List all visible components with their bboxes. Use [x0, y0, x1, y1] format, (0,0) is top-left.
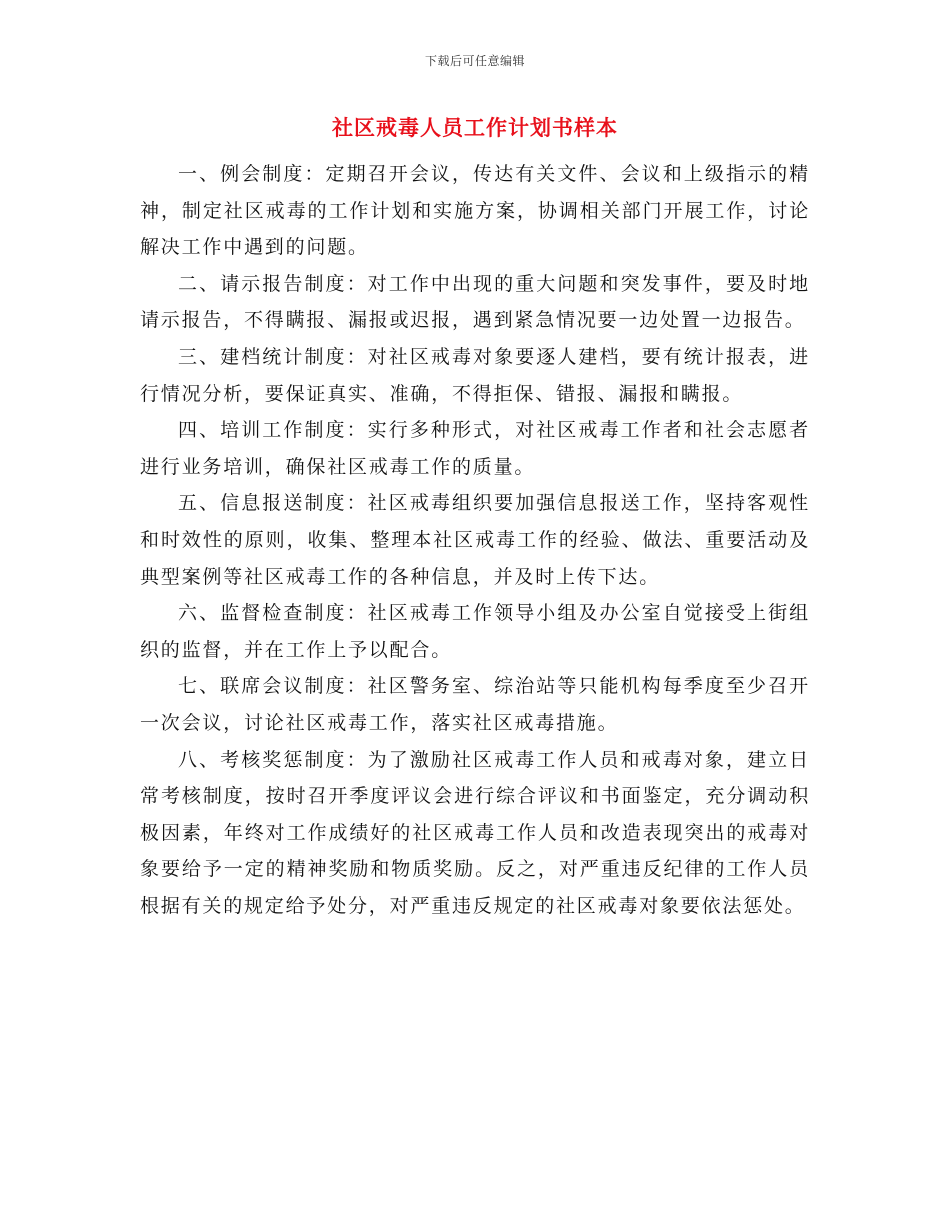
paragraph-information-reporting-system: 五、信息报送制度：社区戒毒组织要加强信息报送工作，坚持客观性和时效性的原则，收集、整理本社区戒毒工作的经验、做法、重要活动及典型案例等社区戒毒工作的各种信息，并及时上传下达。 — [140, 492, 810, 588]
paragraph-joint-meeting-system: 七、联席会议制度：社区警务室、综治站等只能机构每季度至少召开一次会议，讨论社区戒毒工作，落实社区戒毒措施。 — [140, 675, 810, 734]
paragraph-reporting-system: 二、请示报告制度：对工作中出现的重大问题和突发事件，要及时地请示报告，不得瞒报、漏报或迟报，遇到紧急情况要一边处置一边报告。 — [140, 272, 810, 332]
page-header-note: 下载后可任意编辑 — [424, 54, 525, 68]
document-body — [140, 156, 810, 924]
paragraph-meeting-system: 一、例会制度：定期召开会议，传达有关文件、会议和上级指示的精神，制定社区戒毒的工作计划和实施方案，协调相关部门开展工作，讨论解决工作中遇到的问题。 — [140, 163, 810, 259]
paragraph-supervision-system: 六、监督检查制度：社区戒毒工作领导小组及办公室自觉接受上街组织的监督，并在工作上予以配合。 — [140, 602, 810, 661]
paragraph-training-system: 四、培训工作制度：实行多种形式，对社区戒毒工作者和社会志愿者进行业务培训，确保社区戒毒工作的质量。 — [140, 419, 810, 478]
paragraph-assessment-reward-system: 八、考核奖惩制度：为了激励社区戒毒工作人员和戒毒对象，建立日常考核制度，按时召开季度评议会进行综合评议和书面鉴定，充分调动积极因素，年终对工作成绩好的社区戒毒工作人员和改造表现突出的戒毒对象要给予一定的精神奖励和物质奖励。反之，对严重违反纪律的工作人员根据有关的规定给予处分，对严重违反规定的社区戒毒对象要依法惩处。 — [140, 748, 810, 917]
paragraph-archive-statistics-system: 三、建档统计制度：对社区戒毒对象要逐人建档，要有统计报表，进行情况分析，要保证真实、准确，不得拒保、错报、漏报和瞒报。 — [140, 345, 810, 405]
document-title: 社区戒毒人员工作计划书样本 — [332, 115, 618, 140]
